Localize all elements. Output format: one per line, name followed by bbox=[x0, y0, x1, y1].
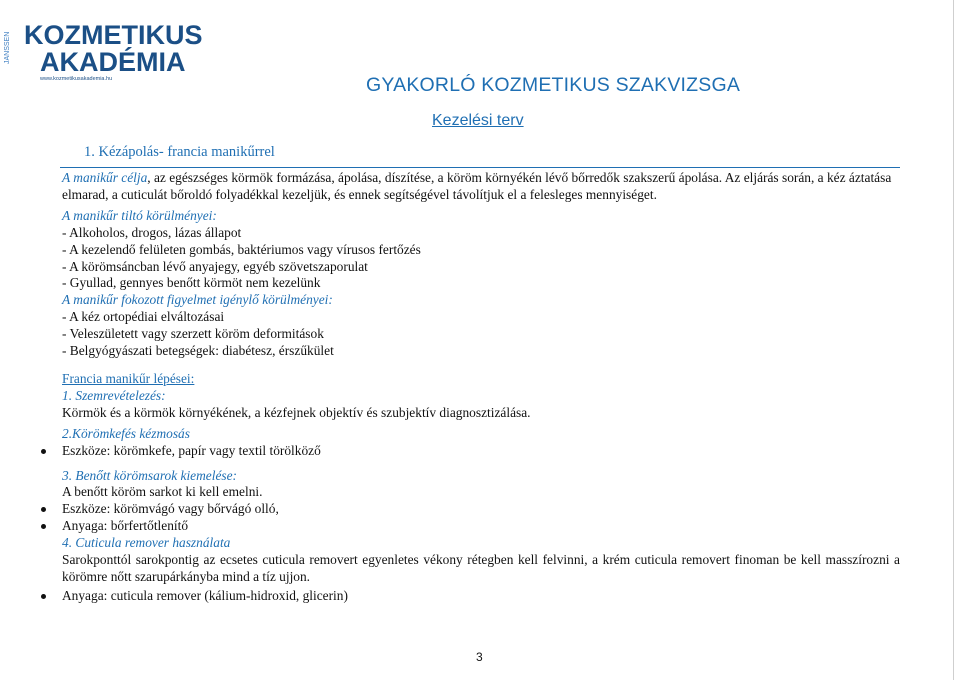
step3-title: 3. Benőtt körömsarok kiemelése: bbox=[62, 467, 238, 483]
intro-paragraph bbox=[62, 170, 900, 204]
steps-heading: Francia manikűr lépései: bbox=[62, 370, 195, 386]
step2-bullet: Eszköze: körömkefe, papír vagy textil törölköző bbox=[62, 443, 900, 460]
document-body bbox=[62, 170, 900, 605]
intro-text: , az egészséges körmök formázása, ápolása, díszítése, a köröm környékén lévő bőrredők szakszerű ápolása. Az eljárás során, a kéz áztatása elmarad, a cuticulát bőroldó folyadékkal kezeljük, és ennek segítségével távolítjuk el a felesleges mennyiséget. bbox=[62, 170, 892, 202]
step4-title: 4. Cuticula remover használata bbox=[62, 535, 231, 551]
step3-bullet: Eszköze: körömvágó vagy bőrvágó olló, bbox=[62, 501, 900, 518]
caution-heading: A manikűr fokozott figyelmet igénylő körülményei: bbox=[62, 292, 333, 308]
page-edge bbox=[953, 0, 954, 680]
intro-lead: A manikűr célja bbox=[62, 170, 148, 185]
caution-item: - Belgyógyászati betegségek: diabétesz, érszűkület bbox=[62, 343, 334, 359]
contraindications-heading: A manikűr tiltó körülményei: bbox=[62, 207, 217, 223]
step4-text: Sarokponttól sarokpontig az ecsetes cuticula removert egyenletes vékony rétegben kell felvinni, a krém cuticula removert finoman be kell masszírozni a körömre nőtt szarupárkányba mind a tíz ujjon. bbox=[62, 552, 900, 584]
caution-item: - Veleszületett vagy szerzett köröm deformitások bbox=[62, 326, 324, 342]
step1-text: Körmök és a körmök környékének, a kézfejnek objektív és szubjektív diagnosztizálása. bbox=[62, 404, 531, 420]
document-subtitle: Kezelési terv bbox=[432, 112, 524, 129]
logo-brand: JANSSEN bbox=[4, 31, 11, 64]
contra-item: - A kezelendő felületen gombás, baktériumos vagy vírusos fertőzés bbox=[62, 241, 421, 257]
contra-item: - A körömsáncban lévő anyajegy, egyéb szövetszaporulat bbox=[62, 258, 368, 274]
logo-url: www.kozmetikusakademia.hu bbox=[40, 76, 113, 82]
document-title: GYAKORLÓ KOZMETIKUS SZAKVIZSGA bbox=[366, 74, 741, 96]
step2-title: 2.Körömkefés kézmosás bbox=[62, 425, 190, 441]
contra-item: - Alkoholos, drogos, lázas állapot bbox=[62, 224, 242, 240]
caution-item: - A kéz ortopédiai elváltozásai bbox=[62, 309, 225, 325]
step3-text: A benőtt köröm sarkot ki kell emelni. bbox=[62, 484, 263, 500]
logo-line1: KOZMETIKUS bbox=[24, 20, 203, 50]
logo-graphic bbox=[4, 18, 203, 82]
step3-bullet: Anyaga: bőrfertőtlenítő bbox=[62, 518, 900, 535]
kozmetikus-akademia-logo bbox=[4, 18, 203, 82]
page-number: 3 bbox=[476, 650, 483, 664]
step4-bullet: Anyaga: cuticula remover (kálium-hidroxid, glicerin) bbox=[62, 588, 900, 605]
contra-item: - Gyullad, gennyes benőtt körmöt nem kezelünk bbox=[62, 275, 321, 291]
logo-line2: AKADÉMIA bbox=[40, 47, 186, 77]
step1-title: 1. Szemrevételezés: bbox=[62, 387, 166, 403]
section-heading: 1. Kézápolás- francia manikűrrel bbox=[84, 144, 275, 160]
section-divider bbox=[60, 167, 900, 168]
